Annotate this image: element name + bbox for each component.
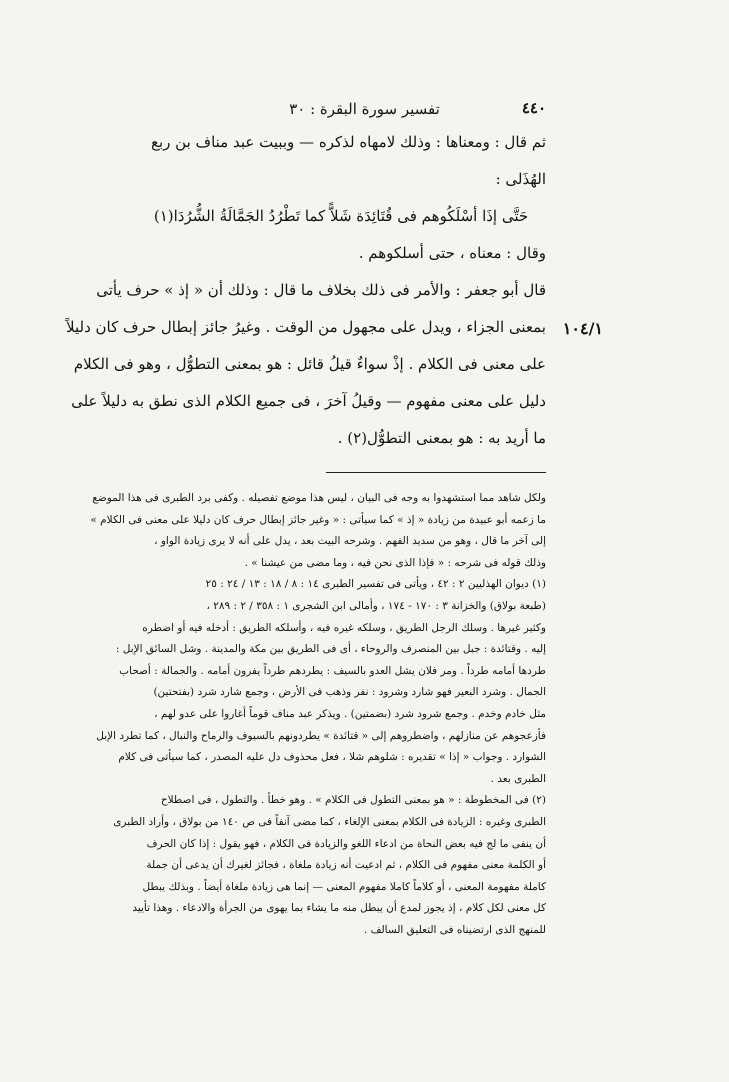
footnote-line: ما زعمه أبو عبيدة من زيادة « إذ » كما سيأتى : « وغير جائز إبطال حرف كان دليلا على معنى فى الكلام » (90, 513, 546, 526)
footnote-line: (١) ديوان الهذليين ٢ : ٤٢ ، ويأتى فى تفسير الطبرى ١٤ : ٨ / ١٨ : ١٣ / ٢٤ : ٢٥ (205, 578, 546, 591)
footnote-line: إليه . وقتائدة : جبل بين المنصرف والروحاء ، أى فى الطريق بين مكة والمدينة . وشل السائق الإبل : (115, 643, 546, 656)
footnote-line: الطبرى بعد . (490, 772, 546, 785)
footnote-line: أن ينفى ما لج فيه بعض النحاة من ادعاء اللغو والزيادة فى الكلام ، فهو يقول : إذا كان الحرف (146, 837, 546, 850)
footnote-line: إلى آخر ما قال ، وهو من سديد الفهم . وشرحه البيت بعد ، يدل على أنه لا يرى زيادة الواو ، (154, 535, 546, 548)
poetry-verse: حَتَّى إذَا أسْلَكُوهم فى قُتَائِدَة شَلاًّ كما تَطْرُدُ الجَمَّالَةُ الشُّرُدَا(١) (153, 207, 529, 225)
page-header (0, 99, 729, 123)
footnote-line: طردها أمامه طرداً . ومر فلان يشل العدو بالسيف : يطردهم طرداً يفرون أمامه . والجمالة : أصحاب (119, 664, 546, 677)
footnote-line: (طبعة بولاق) والخزانة ٣ : ١٧٠ - ١٧٤ ، وأمالى ابن الشجرى ١ : ٣٥٨ / ٢ : ٢٨٩ ، (206, 599, 546, 612)
page-number: ٤٤٠ (521, 99, 546, 117)
footnote-line: للمنهج الذى ارتضيناه فى التعليق السالف . (363, 923, 546, 936)
text-line: ثم قال : ومعناها : وذلك لامهاه لذكره — وببيت عبد مناف بن ربع (151, 133, 546, 151)
text-line: على معنى فى الكلام . إذْ سواءٌ قيلُ قائل : هو بمعنى التطوُّل ، وهو فى الكلام (73, 355, 546, 373)
footnote-line: الشوارد . وجواب « إذا » تقديره : شلوهم شلا ، فعل محذوف دل عليه المصدر ، كما سيأتى فى كلام (118, 751, 546, 764)
margin-reference: ١٠٤/١ (562, 319, 603, 338)
text-line: قال أبو جعفر : والأمر فى ذلك بخلاف ما قال : وذلك أن « إذ » حرف يأتى (96, 281, 546, 299)
footnote-line: الطبرى وغيره : الزيادة فى الكلام بمعنى الإلغاء ، كما مضى آنفاً فى ص ١٤٠ من بولاق ، وأراد الطبرى (113, 815, 546, 828)
footnote-line: ولكل شاهد مما استشهدوا به وجه فى البيان ، ليس هذا موضع تفصيله . وكفى برد الطبرى فى هذا الموضع (92, 492, 546, 504)
footnote-line: كاملة مفهومة المعنى ، أو كلاماً كاملا مفهوم المعنى — إنما هى زيادة ملغاة أيضاً . وبذلك يبطل (142, 880, 546, 893)
main-text (66, 124, 546, 457)
footnote-line: مثل خادم وخدم . وجمع شرود شرد (بضمتين) . ويذكر عبد مناف قوماً أغاروا على عدو لهم ، (154, 707, 546, 720)
footnote-line: أو الكلمة معنى مفهوم فى الكلام ، ثم ادعيت أنه زيادة ملغاة ، فجائز لغيرك أن يدعى أن جملة (146, 859, 546, 872)
footnote-line: وكثير غيرها . وسلك الرجل الطريق ، وسلكه غيره فيه ، وأسلكه الطريق : أدخله فيه أو اضطره (142, 621, 546, 634)
footnote-line: (٢) فى المخطوطة : « هو بمعنى التطول فى الكلام » . وهو خطأ . والتطول ، فى اصطلاح (160, 794, 546, 807)
text-line: الهُذَلى : (495, 170, 546, 188)
text-line: وقال : معناه ، حتى أسلكوهم . (358, 244, 546, 262)
running-title: تفسير سورة البقرة : ٣٠ (289, 100, 440, 118)
footnotes (90, 488, 546, 941)
footnote-line: وذلك قوله فى شرحه : « فإذا الذى نحن فيه ، وما مضى من عيشنا » . (244, 556, 546, 569)
footnote-divider (326, 472, 546, 473)
text-line: بمعنى الجزاء ، ويدل على مجهول من الوقت . وغيرُ جائز إبطال حرف كان دليلاً (66, 318, 546, 336)
text-line: دليل على معنى مفهوم — وقيلُ آخرَ ، فى جميع الكلام الذى نطق به دليلاً على (71, 392, 546, 410)
footnote-line: فأزعجوهم عن منازلهم ، واضطروهم إلى « قتائدة » يطردونهم بالسيوف والرماح والنبال ، كما تطرد الإبل (96, 729, 546, 742)
footnote-line: الجمال . وشرد البعير فهو شارد وشرود : نفر وذهب فى الأرض ، وجمع شارد شرد (بفتحتين) (153, 686, 546, 699)
text-line: ما أريد به : هو بمعنى التطوُّل(٢) . (337, 429, 546, 447)
footnote-line: كل معنى لكل كلام ، إذ يجوز لمدع أن يبطل منه ما يشاء بما يهوى من الجرأة والادعاء . وهذا تأييد (132, 902, 546, 915)
